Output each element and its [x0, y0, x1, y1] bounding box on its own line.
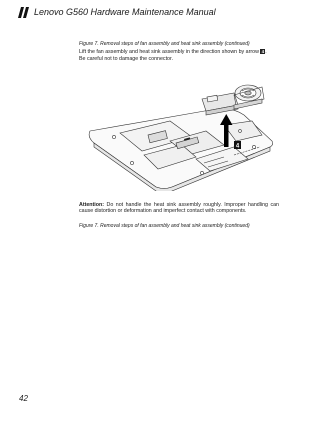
page-number: 42 [19, 394, 28, 403]
instruction-line-1 [79, 49, 279, 56]
instruction-line-2: Be careful not to damage the connector. [79, 55, 173, 62]
instruction-line-1-end: . [265, 49, 267, 56]
attention-note [79, 202, 279, 215]
arrow-label: 4 [235, 143, 240, 150]
laptop-bottom-illustration [84, 83, 276, 191]
step-marker: 4 [261, 49, 265, 54]
attention-label: Attention: [79, 202, 105, 208]
instruction-text [79, 49, 279, 62]
double-slash-icon [18, 7, 30, 18]
attention-text: Do not handle the heat sink assembly roughly. Improper handling can cause distortion or deformation and imperfect contact with components. [79, 202, 279, 215]
arrow-step-marker [234, 141, 241, 149]
instruction-line-1-text: Lift the fan assembly and heat sink assembly in the direction shown by arrow [79, 49, 259, 56]
page-header [18, 5, 288, 19]
figure-caption-top: Figure 7. Removal steps of fan assembly and heat sink assembly (continued) [79, 41, 250, 47]
laptop-base [89, 109, 273, 191]
manual-title: Lenovo G560 Hardware Maintenance Manual [34, 7, 216, 17]
figure-caption-bottom: Figure 7. Removal steps of fan assembly and heat sink assembly (continued) [79, 223, 250, 229]
